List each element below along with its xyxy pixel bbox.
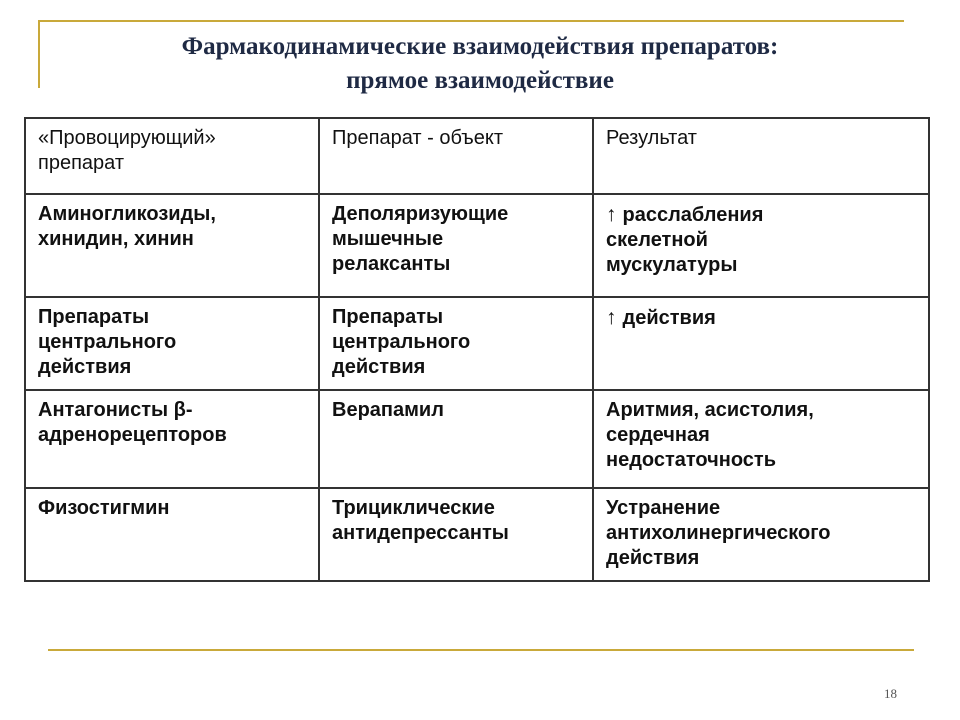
provoking-drug-cell [25,297,319,390]
cell-line: препарат [38,152,124,174]
page-number: 18 [884,686,897,701]
cell-line: Верапамил [332,399,444,421]
cell-line: центрального [38,331,177,353]
result-cell [593,390,929,488]
provoking-drug-cell [25,390,319,488]
cell-line: Аритмия, асистолия, [606,399,814,421]
cell-line: недостаточность [606,449,776,471]
cell-line: Устранение [606,497,721,519]
header-object-drug [319,118,593,194]
cell-line: Аминогликозиды, [38,203,216,225]
cell-line [606,202,918,228]
cell-line: Антагонисты β- [38,399,193,421]
result-text: расслабления [622,204,764,226]
provoking-drug-cell [25,488,319,581]
result-text: действия [622,307,716,329]
cell-line: действия [606,547,700,569]
cell-line: антихолинергического [606,522,831,544]
up-arrow-icon: ↑ [606,203,617,226]
table-row [25,390,929,488]
cell-line: антидепрессанты [332,522,509,544]
up-arrow-icon: ↑ [606,306,617,329]
cell-line: Физостигмин [38,497,170,519]
cell-line: Препараты [332,306,444,328]
cell-line: Препараты [38,306,150,328]
slide-title-line-1: Фармакодинамические взаимодействия препаратов: [181,33,779,60]
cell-line: Препарат - объект [332,127,503,149]
cell-line [606,305,918,331]
header-result [593,118,929,194]
table-row [25,194,929,297]
cell-line: Трициклические [332,497,495,519]
cell-line: адренорецепторов [38,424,227,446]
slide-title-line-2: прямое взаимодействие [346,67,614,94]
cell-line: мышечные [332,228,444,250]
slide-title [60,30,900,98]
cell-line: релаксанты [332,253,451,275]
cell-line: действия [38,356,132,378]
table-row [25,297,929,390]
drug-interaction-table [24,117,930,582]
header-provoking-drug [25,118,319,194]
object-drug-cell [319,194,593,297]
object-drug-cell [319,297,593,390]
cell-line: действия [332,356,426,378]
cell-line: центрального [332,331,471,353]
cell-line: Деполяризующие [332,203,509,225]
left-decorative-rule [38,20,40,88]
table-header-row [25,118,929,194]
cell-line: мускулатуры [606,254,738,276]
cell-line: скелетной [606,229,708,251]
result-cell [593,194,929,297]
object-drug-cell [319,488,593,581]
top-decorative-rule [38,20,904,22]
cell-line: сердечная [606,424,710,446]
bottom-decorative-rule [48,649,914,651]
object-drug-cell [319,390,593,488]
cell-line: «Провоцирующий» [38,127,216,149]
cell-line: хинидин, хинин [38,228,194,250]
cell-line: Результат [606,127,697,149]
result-cell [593,297,929,390]
table-row [25,488,929,581]
result-cell [593,488,929,581]
provoking-drug-cell [25,194,319,297]
